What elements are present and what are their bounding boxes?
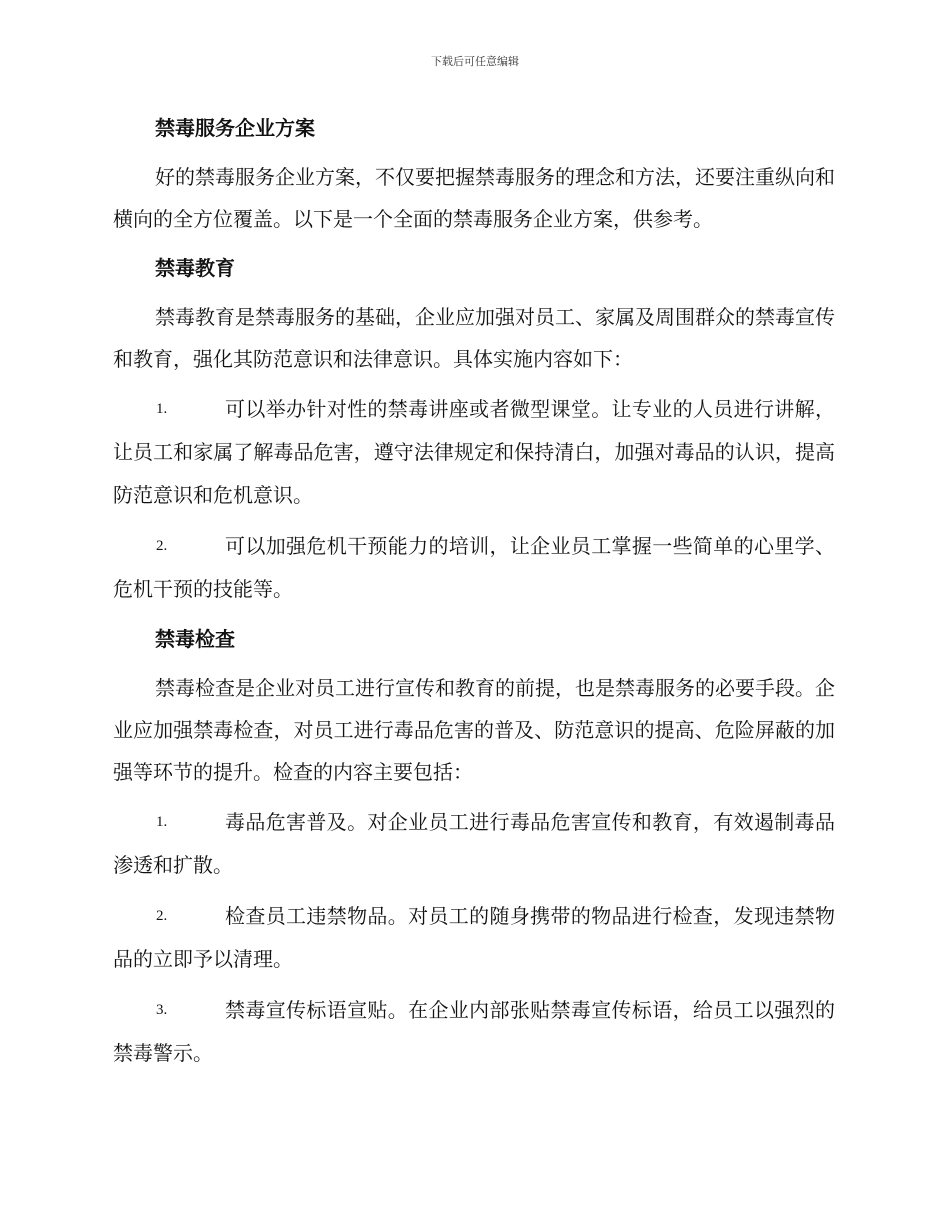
list-item-text: 毒品危害普及。对企业员工进行毒品危害宣传和教育，有效遏制毒品渗透和扩散。 (113, 810, 835, 877)
list-item (113, 801, 835, 887)
list-number: 2. (156, 908, 168, 924)
list-number: 1. (156, 814, 168, 830)
list-item-text: 检查员工违禁物品。对员工的随身携带的物品进行检查，发现违禁物品的立即予以清理。 (113, 904, 835, 971)
list-item (113, 525, 835, 611)
document-title: 禁毒服务企业方案 (155, 116, 315, 140)
page-header: 下载后可任意编辑 (431, 55, 519, 68)
list-number: 2. (156, 538, 168, 554)
list-item (113, 989, 835, 1075)
list-item (113, 388, 835, 517)
list-number: 1. (156, 401, 168, 417)
education-paragraph: 禁毒教育是禁毒服务的基础，企业应加强对员工、家属及周围群众的禁毒宣传和教育，强化其防范意识和法律意识。具体实施内容如下： (113, 305, 835, 371)
list-item-text: 可以加强危机干预能力的培训，让企业员工掌握一些简单的心里学、危机干预的技能等。 (113, 534, 835, 601)
document-body (113, 108, 835, 1083)
list-item-text: 禁毒宣传标语宣贴。在企业内部张贴禁毒宣传标语，给员工以强烈的禁毒警示。 (113, 998, 835, 1065)
section-heading-education: 禁毒教育 (155, 256, 235, 280)
list-item-text: 可以举办针对性的禁毒讲座或者微型课堂。让专业的人员进行讲解，让员工和家属了解毒品危害，遵守法律规定和保持清白，加强对毒品的认识，提高防范意识和危机意识。 (113, 397, 835, 507)
intro-paragraph: 好的禁毒服务企业方案，不仅要把握禁毒服务的理念和方法，还要注重纵向和横向的全方位覆盖。以下是一个全面的禁毒服务企业方案，供参考。 (113, 165, 835, 231)
list-item (113, 895, 835, 981)
inspection-paragraph: 禁毒检查是企业对员工进行宣传和教育的前提，也是禁毒服务的必要手段。企业应加强禁毒检查，对员工进行毒品危害的普及、防范意识的提高、危险屏蔽的加强等环节的提升。检查的内容主要包括： (113, 676, 835, 784)
list-number: 3. (156, 1002, 168, 1018)
section-heading-inspection: 禁毒检查 (155, 627, 235, 651)
